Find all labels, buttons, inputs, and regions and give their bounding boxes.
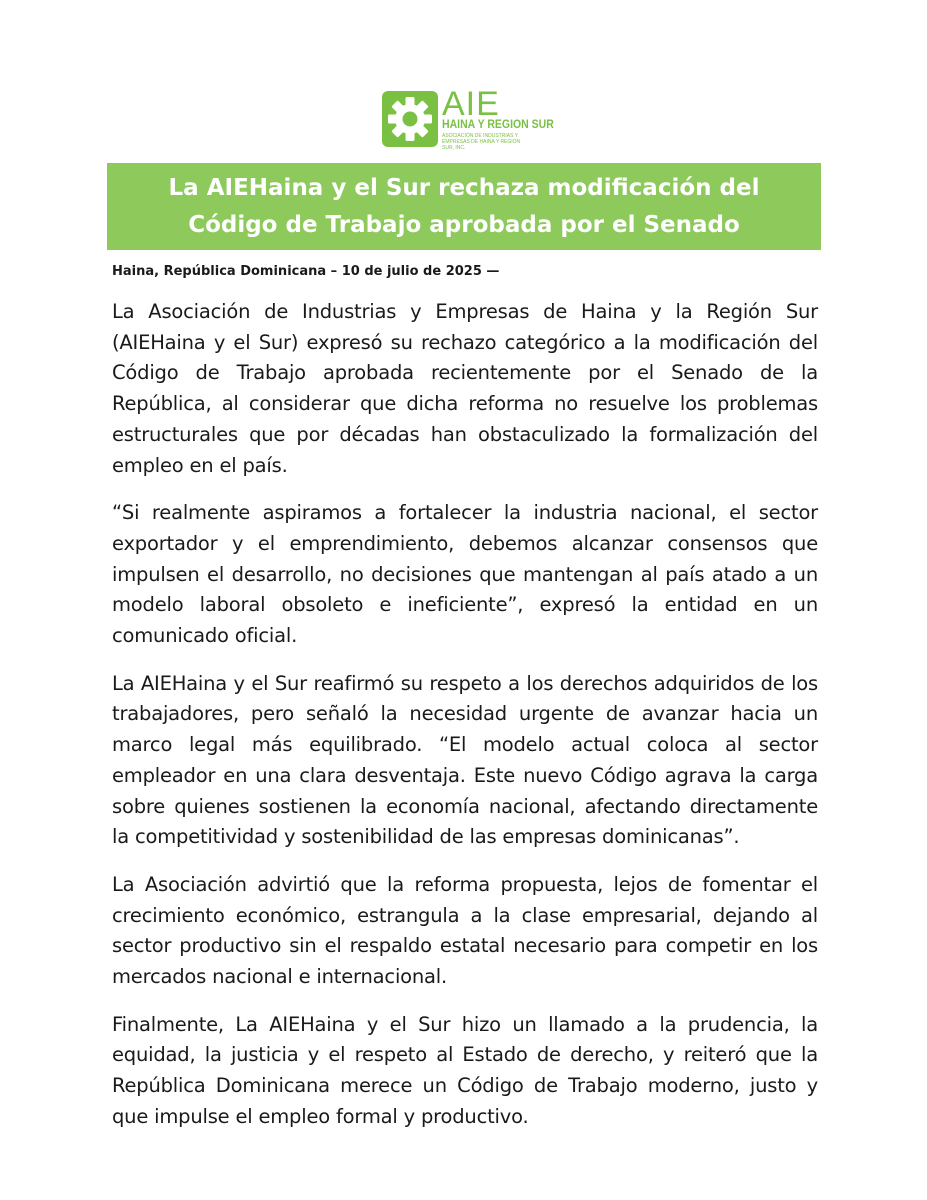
title-line-1: La AIEHaina y el Sur rechaza modificación del [168, 174, 760, 201]
paragraph: La AIEHaina y el Sur reafirmó su respeto a los derechos adquiridos de los trabajadores, pero señaló la necesidad urgente de avanzar hacia un marco legal más equilibrado. “El modelo actual coloca al sector empleador en una clara desventaja. Este nuevo Código agrava la carga sobre quienes sostienen la economía nacional, afectando directamente la competitividad y sostenibilidad de las empresas dominicanas”. [112, 671, 818, 849]
title-line-2: Código de Trabajo aprobada por el Senado [188, 211, 740, 238]
logo-subtitle: HAINA Y REGION SUR [442, 117, 554, 132]
paragraph: Finalmente, La AIEHaina y el Sur hizo un llamado a la prudencia, la equidad, la justicia y el respeto al Estado de derecho, y reiteró que la República Dominicana merece un Código de Trabajo moderno, justo y que impulse el empleo formal y productivo. [112, 1012, 818, 1128]
logo-brand: AIE [442, 85, 500, 123]
logo-fine-print: ASOCIACIÓN DE INDUSTRIAS Y EMPRESAS DE HAINA Y REGION SUR, INC. [442, 133, 521, 151]
dateline: Haina, República Dominicana – 10 de julio de 2025 — [112, 264, 500, 279]
paragraph: La Asociación de Industrias y Empresas de Haina y la Región Sur (AIEHaina y el Sur) expresó su rechazo categórico a la modificación del Código de Trabajo aprobada recientemente por el Senado de la República, al considerar que dicha reforma no resuelve los problemas estructurales que por décadas han obstaculizado la formalización del empleo en el país. [112, 300, 818, 477]
title-banner [107, 163, 821, 250]
paragraph: “Si realmente aspiramos a fortalecer la industria nacional, el sector exportador y el emprendimiento, debemos alcanzar consensos que impulsen el desarrollo, no decisiones que mantengan al país atado a un modelo laboral obsoleto e ineficiente”, expresó la entidad en un comunicado oficial. [112, 501, 818, 648]
aie-logo [382, 85, 554, 151]
article-body [112, 297, 818, 1150]
paragraph: La Asociación advirtió que la reforma propuesta, lejos de fomentar el crecimiento económico, estrangula a la clase empresarial, dejando al sector productivo sin el respaldo estatal necesario para competir en los mercados nacional e internacional. [112, 872, 818, 989]
logo-wordmark [442, 85, 554, 151]
gear-icon [382, 91, 438, 147]
